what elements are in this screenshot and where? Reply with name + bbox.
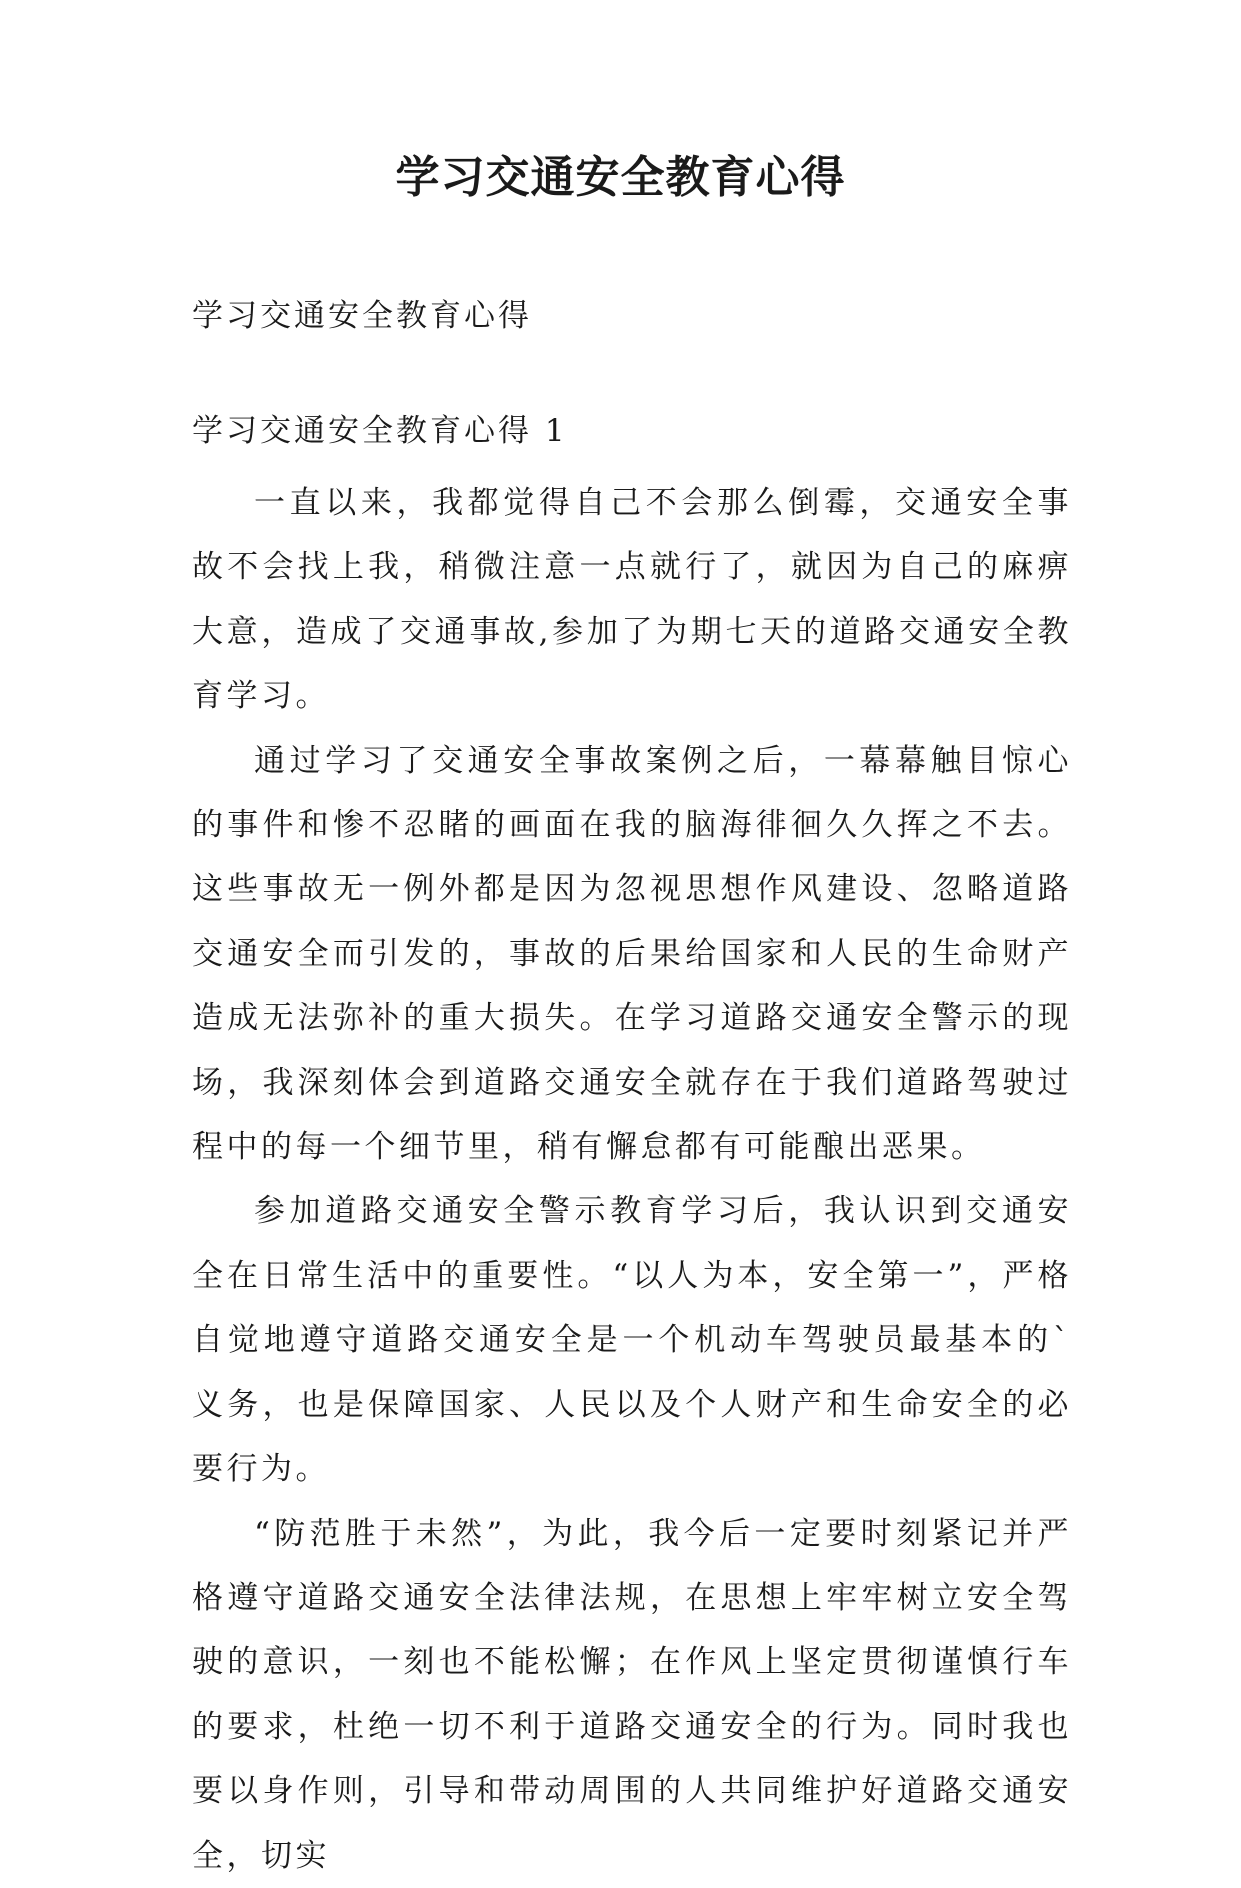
body-paragraph: “防范胜于未然”，为此，我今后一定要时刻紧记并严格遵守道路交通安全法律法规，在思想上牢牢树立安全驾驶的意识，一刻也不能松懈；在作风上坚定贯彻谨慎行车的要求，杜绝一切不利于道路交通安全的行为。同时我也要以身作则，引导和带动周围的人共同维护好道路交通安全，切实	[192, 1515, 1072, 1874]
body-paragraph: 参加道路交通安全警示教育学习后，我认识到交通安全在日常生活中的重要性。“以人为本，安全第一”，严格自觉地遵守道路交通安全是一个机动车驾驶员最基本的`义务，也是保障国家、人民以及个人财产和生命安全的必要行为。	[192, 1193, 1072, 1488]
document-body	[192, 471, 1072, 1888]
document-subtitle: 学习交通安全教育心得	[192, 298, 532, 334]
section-heading: 学习交通安全教育心得 1	[192, 413, 568, 449]
body-paragraph: 一直以来，我都觉得自己不会那么倒霉，交通安全事故不会找上我，稍微注意一点就行了，就因为自己的麻痹大意，造成了交通事故,参加了为期七天的道路交通安全教育学习。	[192, 485, 1072, 715]
body-paragraph: 通过学习了交通安全事故案例之后，一幕幕触目惊心的事件和惨不忍睹的画面在我的脑海徘徊久久挥之不去。这些事故无一例外都是因为忽视思想作风建设、忽略道路交通安全而引发的，事故的后果给国家和人民的生命财产造成无法弥补的重大损失。在学习道路交通安全警示的现场，我深刻体会到道路交通安全就存在于我们道路驾驶过程中的每一个细节里，稍有懈怠都有可能酿出恶果。	[192, 742, 1072, 1166]
document-title: 学习交通安全教育心得	[395, 152, 846, 203]
